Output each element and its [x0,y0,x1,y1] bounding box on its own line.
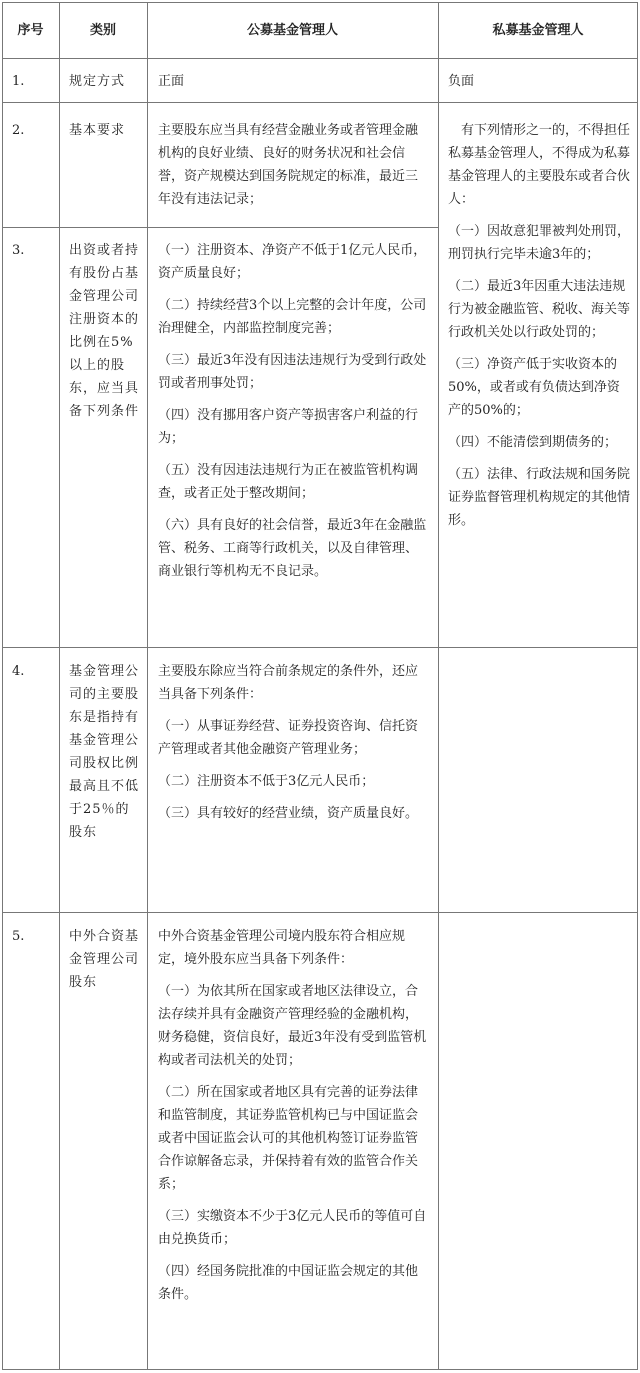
paragraph: 负面 [448,74,475,89]
row-4-category: 基金管理公司的主要股东是指持有基金管理公司股权比例最高且不低于25％的股东 [69,664,140,840]
paragraph: （一）注册资本、净资产不低于1亿元人民币，资产质量良好； [158,243,427,281]
paragraph: （一）为依其所在国家或者地区法律设立，合法存续并具有金融资产管理经验的金融机构，财务稳健，资信良好，最近3年没有受到监管机构或者司法机关的处罚； [158,984,427,1068]
row-2-category: 基本要求 [69,123,126,138]
grid-line [2,227,438,228]
paragraph: （五）法律、行政法规和国务院证券监督管理机构规定的其他情形。 [448,467,631,528]
paragraph: （二）所在国家或者地区具有完善的证券法律和监管制度，其证券监管机构已与中国证监会或者中国证监会认可的其他机构签订证券监管合作谅解备忘录，并保持着有效的监管合作关系； [158,1085,419,1192]
grid-line [2,102,638,103]
paragraph: （二）持续经营3个以上完整的会计年度，公司治理健全，内部监控制度完善； [158,298,427,336]
grid-line [59,2,60,1370]
grid-line [147,2,148,1370]
row-5-category: 中外合资基金管理公司股东 [69,929,140,990]
paragraph: （五）没有因违法违规行为正在被监管机构调查，或者正处于整改期间； [158,463,419,501]
row-2-num: 2. [12,123,25,138]
grid-line [2,1369,638,1370]
paragraph: （六）具有良好的社会信誉，最近3年在金融监管、税务、工商等行政机关，以及自律管理、商业银行等机构无不良记录。 [158,518,427,579]
row-1-private [448,70,632,102]
row-4-num: 4. [12,664,25,679]
grid-line [637,2,638,1370]
paragraph: （四）不能清偿到期债务的； [448,435,618,450]
row-2-public [158,119,430,220]
paragraph: 有下列情形之一的，不得担任私募基金管理人，不得成为私募基金管理人的主要股东或者合伙人： [448,123,631,207]
paragraph: 主要股东除应当符合前条规定的条件外，还应当具备下列条件： [158,664,419,702]
grid-line [2,912,638,913]
paragraph: （二）最近3年因重大违法违规行为被金融监管、税收、海关等行政机关处以行政处罚的； [448,279,631,340]
paragraph: （三）最近3年没有因违法违规行为受到行政处罚或者刑事处罚； [158,353,427,391]
paragraph: （四）经国务院批准的中国证监会规定的其他条件。 [158,1264,419,1302]
row-3-category: 出资或者持有股份占基金管理公司注册资本的比例在5%以上的股东，应当具备下列条件 [69,243,140,419]
row-5-public [158,925,430,1315]
regulation-table [2,2,638,1370]
row-1-public [158,70,430,102]
row-1-num: 1. [12,74,25,89]
paragraph: （一）因故意犯罪被判处刑罚，刑罚执行完毕未逾3年的； [448,224,631,262]
header-num: 序号 [17,23,44,38]
row-2-private [448,119,632,541]
header-category: 类别 [89,23,116,38]
paragraph: （二）注册资本不低于3亿元人民币； [158,774,375,789]
grid-line [2,2,3,1370]
row-3-num: 3. [12,243,25,258]
grid-line [2,647,638,648]
paragraph: （四）没有挪用客户资产等损害客户利益的行为； [158,408,419,446]
header-public: 公募基金管理人 [246,23,338,38]
paragraph: 中外合资基金管理公司境内股东符合相应规定，境外股东应当具备下列条件： [158,929,406,967]
row-5-num: 5. [12,929,25,944]
grid-line [2,2,638,3]
paragraph: （三）实缴资本不少于3亿元人民币的等值可自由兑换货币； [158,1209,427,1247]
row-1-category: 规定方式 [69,74,126,89]
grid-line [2,58,638,59]
paragraph: 正面 [158,74,185,89]
paragraph: 主要股东应当具有经营金融业务或者管理金融机构的良好业绩、良好的财务状况和社会信誉，资产规模达到国务院规定的标准，最近三年没有违法记录； [158,123,419,207]
header-private: 私募基金管理人 [492,23,584,38]
grid-line [438,2,439,1370]
paragraph: （三）净资产低于实收资本的50%，或者或有负债达到净资产的50%的； [448,357,620,418]
row-3-public [158,239,430,592]
paragraph: （一）从事证券经营、证券投资咨询、信托资产管理或者其他金融资产管理业务； [158,719,419,757]
row-4-public [158,660,430,834]
paragraph: （三）具有较好的经营业绩，资产质量良好。 [158,806,419,821]
